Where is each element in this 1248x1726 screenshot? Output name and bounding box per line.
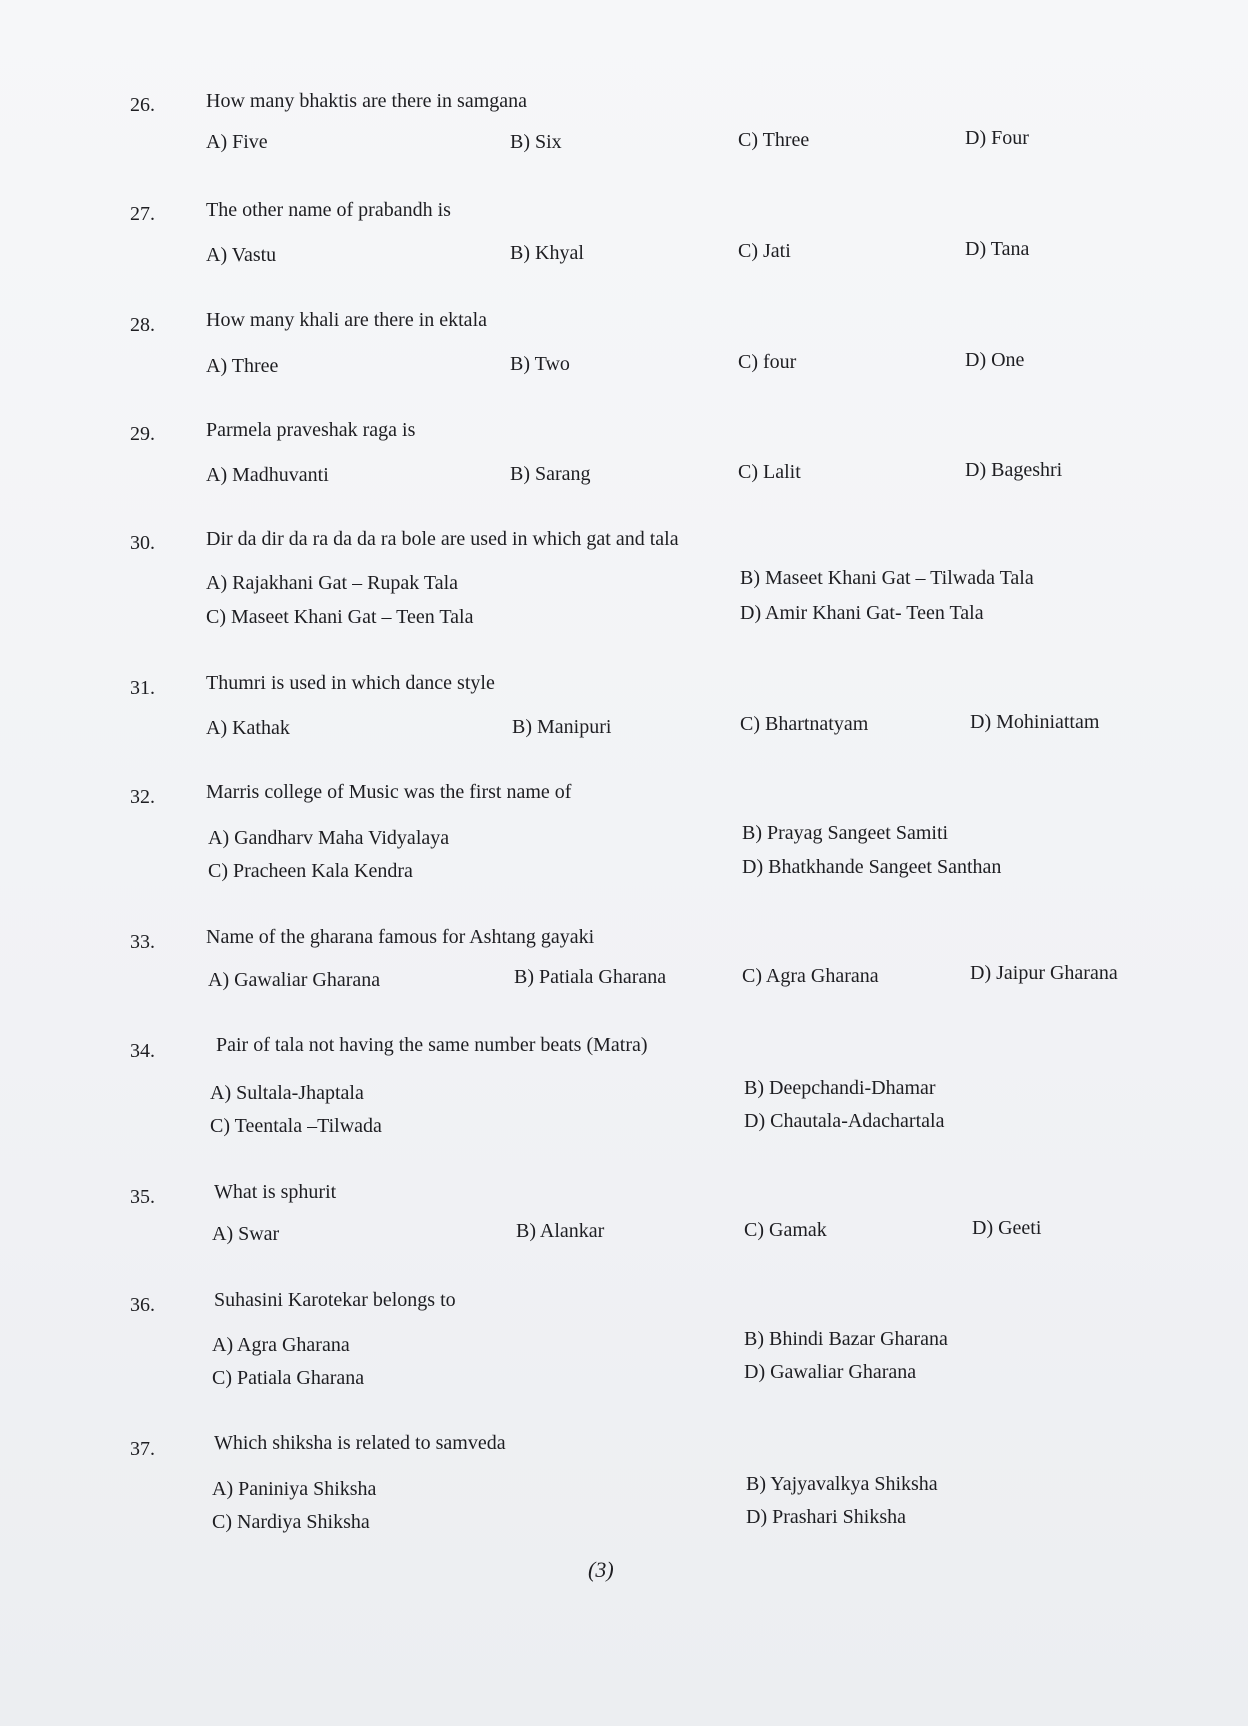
option-c: C) Teentala –Tilwada [210,1115,382,1137]
question-number: 31. [130,677,155,699]
option-a: A) Agra Gharana [212,1334,350,1356]
option-a: A) Sultala-Jhaptala [210,1082,364,1104]
reverse-side-bleed [900,95,1100,115]
option-d: D) Tana [965,238,1030,260]
option-b: B) Two [510,353,570,375]
question-number: 28. [130,314,155,336]
question-number: 35. [130,1186,155,1208]
option-d: D) Amir Khani Gat- Teen Tala [740,602,984,624]
question-text: Parmela praveshak raga is [206,419,416,441]
option-d: D) Chautala-Adachartala [744,1110,945,1132]
question-text: The other name of prabandh is [206,199,451,221]
question-text: Pair of tala not having the same number beats (Matra) [216,1034,648,1056]
question-number: 33. [130,931,155,953]
question-text: Dir da dir da ra da da ra bole are used in which gat and tala [206,528,679,550]
option-c: C) Agra Gharana [742,965,879,987]
question-text: How many bhaktis are there in samgana [206,90,528,112]
option-a: A) Paniniya Shiksha [212,1478,377,1500]
option-d: D) Bhatkhande Sangeet Santhan [742,856,1002,878]
question-text: Name of the gharana famous for Ashtang gayaki [206,926,595,948]
question-number: 26. [130,94,155,116]
option-b: B) Maseet Khani Gat – Tilwada Tala [740,567,1034,589]
option-d: D) Jaipur Gharana [970,962,1118,984]
question-number: 30. [130,532,155,554]
question-number: 34. [130,1040,155,1062]
option-a: A) Vastu [206,244,277,266]
option-c: C) Three [738,129,810,151]
option-a: A) Swar [212,1223,280,1245]
option-c: C) four [738,351,797,373]
option-b: B) Yajyavalkya Shiksha [746,1473,938,1495]
option-c: C) Lalit [738,461,801,483]
option-a: A) Kathak [206,717,290,739]
question-number: 32. [130,786,155,808]
option-d: D) One [965,349,1025,371]
question-number: 36. [130,1294,155,1316]
question-text: What is sphurit [214,1181,337,1203]
question-number: 37. [130,1438,155,1460]
option-b: B) Manipuri [512,716,612,738]
question-number: 27. [130,203,155,225]
option-d: D) Prashari Shiksha [746,1506,906,1528]
question-number: 29. [130,423,155,445]
option-d: D) Four [965,127,1029,149]
option-d: D) Gawaliar Gharana [744,1361,917,1383]
option-a: A) Three [206,355,279,377]
option-c: C) Patiala Gharana [212,1367,365,1389]
option-d: D) Geeti [972,1217,1042,1239]
option-b: B) Sarang [510,463,591,485]
option-a: A) Gandharv Maha Vidyalaya [208,827,450,849]
page-number: (3) [588,1557,614,1582]
option-b: B) Khyal [510,242,584,264]
option-a: A) Five [206,131,268,153]
option-a: A) Gawaliar Gharana [208,969,381,991]
option-c: C) Nardiya Shiksha [212,1511,370,1533]
option-d: D) Bageshri [965,459,1063,481]
option-d: D) Mohiniattam [970,711,1100,733]
option-b: B) Alankar [516,1220,605,1242]
question-text: Marris college of Music was the first name of [206,781,572,803]
option-c: C) Gamak [744,1219,827,1241]
option-b: B) Six [510,131,562,153]
option-b: B) Prayag Sangeet Samiti [742,822,949,844]
option-b: B) Patiala Gharana [514,966,667,988]
option-a: A) Madhuvanti [206,464,329,486]
question-text: How many khali are there in ektala [206,309,487,331]
option-a: A) Rajakhani Gat – Rupak Tala [206,572,459,594]
option-b: B) Deepchandi-Dhamar [744,1077,936,1099]
option-c: C) Bhartnatyam [740,713,869,735]
option-c: C) Jati [738,240,791,262]
question-text: Which shiksha is related to samveda [214,1432,506,1454]
option-c: C) Maseet Khani Gat – Teen Tala [206,606,474,628]
option-c: C) Pracheen Kala Kendra [208,860,413,882]
question-text: Thumri is used in which dance style [206,672,495,694]
option-b: B) Bhindi Bazar Gharana [744,1328,948,1350]
question-text: Suhasini Karotekar belongs to [214,1289,456,1311]
